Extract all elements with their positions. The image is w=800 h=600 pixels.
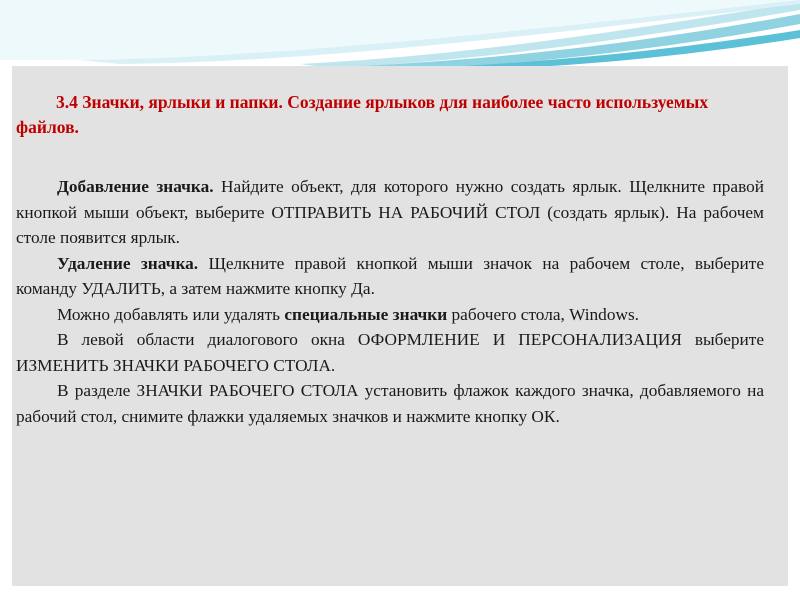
- paragraph-dialog: В левой области диалогового окна ОФОРМЛЕНИЕ И ПЕРСОНАЛИЗАЦИЯ выберите ИЗМЕНИТЬ ЗНАЧКИ РАБОЧЕГО СТОЛА.: [16, 330, 764, 375]
- paragraph-add-icon: [16, 174, 764, 251]
- paragraph-special-icons: [16, 302, 764, 328]
- paragraph-delete-icon: [16, 251, 764, 302]
- slide-body: [16, 174, 764, 429]
- paragraph-lead: Добавление значка.: [57, 177, 214, 196]
- paragraph-text: Щелкните правой кнопкой мыши значок на рабочем столе, выберите команду УДАЛИТЬ, а затем нажмите кнопку Да.: [16, 253, 765, 298]
- paragraph-text: Можно добавлять или удалять: [57, 304, 285, 324]
- paragraph-checkboxes: В разделе ЗНАЧКИ РАБОЧЕГО СТОЛА установить флажок каждого значка, добавляемого на рабочий стол, снимите флажки удаляемых значков и нажмите кнопку ОК.: [16, 381, 764, 426]
- paragraph-text: рабочего стола, Windows.: [447, 304, 639, 324]
- slide-title: 3.4 Значки, ярлыки и папки. Создание ярлыков для наиболее часто используемых файлов.: [16, 92, 709, 137]
- paragraph-emphasis: специальные значки: [284, 304, 448, 324]
- paragraph-text: Найдите объект, для которого нужно создать ярлык. Щелкните правой кнопкой мыши объект, выберите ОТПРАВИТЬ НА РАБОЧИЙ СТОЛ (создать ярлык). На рабочем столе появится ярлык.: [16, 177, 764, 247]
- paragraph-lead: Удаление значка.: [57, 253, 199, 273]
